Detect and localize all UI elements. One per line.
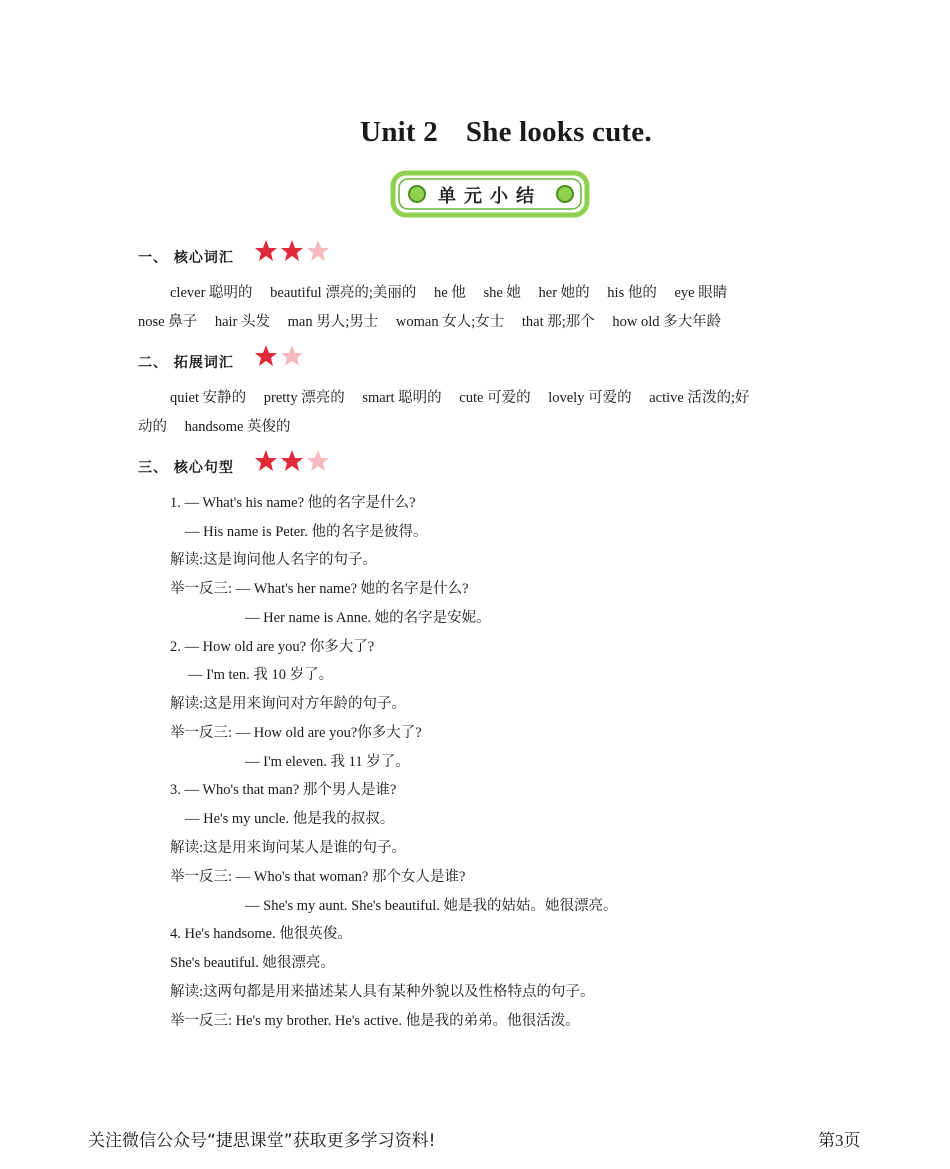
vocab-item: smart 聪明的 [362,390,442,406]
pattern-line: 举一反三: — What's her name? 她的名字是什么? [170,581,469,597]
pattern-line: 解读:这两句都是用来描述某人具有某种外貌以及性格特点的句子。 [170,984,595,1000]
difficulty-stars-icon [254,238,330,266]
vocab-item: that 那;那个 [521,314,595,330]
vocab-item: handsome 英俊的 [184,419,291,435]
pattern-line: — I'm eleven. 我 11 岁了。 [245,754,410,770]
pattern-line: — His name is Peter. 他的名字是彼得。 [185,524,428,540]
vocab-item: beautiful 漂亮的;美丽的 [270,285,417,301]
difficulty-stars-icon [254,448,330,476]
vocab-item: man 男人;男士 [287,314,379,330]
vocab-item: 动的 [138,419,167,435]
difficulty-stars-icon [254,343,306,371]
ext-vocab-line-2 [138,417,305,437]
section-heading-ext-vocab: 二、 拓展词汇 [138,355,234,371]
vocab-item: hair 头发 [214,314,271,330]
vocab-item: her 她的 [538,285,590,301]
pattern-line: She's beautiful. 她很漂亮。 [170,955,335,971]
unit-label: Unit 2 [360,116,438,148]
pattern-line: — I'm ten. 我 10 岁了。 [188,667,334,683]
pattern-line: 举一反三: — How old are you?你多大了? [170,725,422,741]
vocab-item: he 他 [434,285,466,301]
vocab-item: she 她 [483,285,521,301]
core-vocab-line-1 [170,283,741,303]
pattern-line: 解读:这是询问他人名字的句子。 [170,552,378,568]
vocab-item: his 他的 [607,285,657,301]
vocab-item: pretty 漂亮的 [263,390,345,406]
vocab-item: woman 女人;女士 [395,314,505,330]
pattern-line: 举一反三: — Who's that woman? 那个女人是谁? [170,869,466,885]
ext-vocab-line-1 [170,388,749,408]
vocab-item: nose 鼻子 [138,314,198,330]
unit-summary-badge [390,170,590,218]
section-heading-core-vocab: 一、 核心词汇 [138,250,234,266]
page-number: 第3页 [818,1131,861,1150]
pattern-line: — She's my aunt. She's beautiful. 她是我的姑姑。她很漂亮。 [245,898,618,914]
pattern-line: 举一反三: He's my brother. He's active. 他是我的弟弟。他很活泼。 [170,1013,580,1029]
pattern-line: 2. — How old are you? 你多大了? [170,639,375,655]
pattern-line: 解读:这是用来询问某人是谁的句子。 [170,840,407,856]
vocab-item: active 活泼的;好 [649,390,750,406]
pattern-line: 3. — Who's that man? 那个男人是谁? [170,782,397,798]
section-heading-core-patterns: 三、 核心句型 [138,460,234,476]
vocab-item: eye 眼睛 [674,285,728,301]
vocab-item: how old 多大年龄 [612,314,722,330]
vocab-item: cute 可爱的 [459,390,531,406]
pattern-line: 1. — What's his name? 他的名字是什么? [170,495,416,511]
pattern-line: 解读:这是用来询问对方年龄的句子。 [170,696,407,712]
page-title [0,116,950,149]
pattern-line: — Her name is Anne. 她的名字是安妮。 [245,610,491,626]
vocab-item: clever 聪明的 [170,285,253,301]
core-vocab-line-2 [138,312,735,332]
pattern-line: — He's my uncle. 他是我的叔叔。 [185,811,395,827]
vocab-item: lovely 可爱的 [548,390,632,406]
vocab-item: quiet 安静的 [170,390,247,406]
badge-label: 单元小结 [438,186,542,207]
unit-title: She looks cute. [465,116,652,148]
pattern-line: 4. He's handsome. 他很英俊。 [170,926,352,942]
footer-promo-text: 关注微信公众号“捷思课堂”获取更多学习资料! [88,1131,436,1151]
